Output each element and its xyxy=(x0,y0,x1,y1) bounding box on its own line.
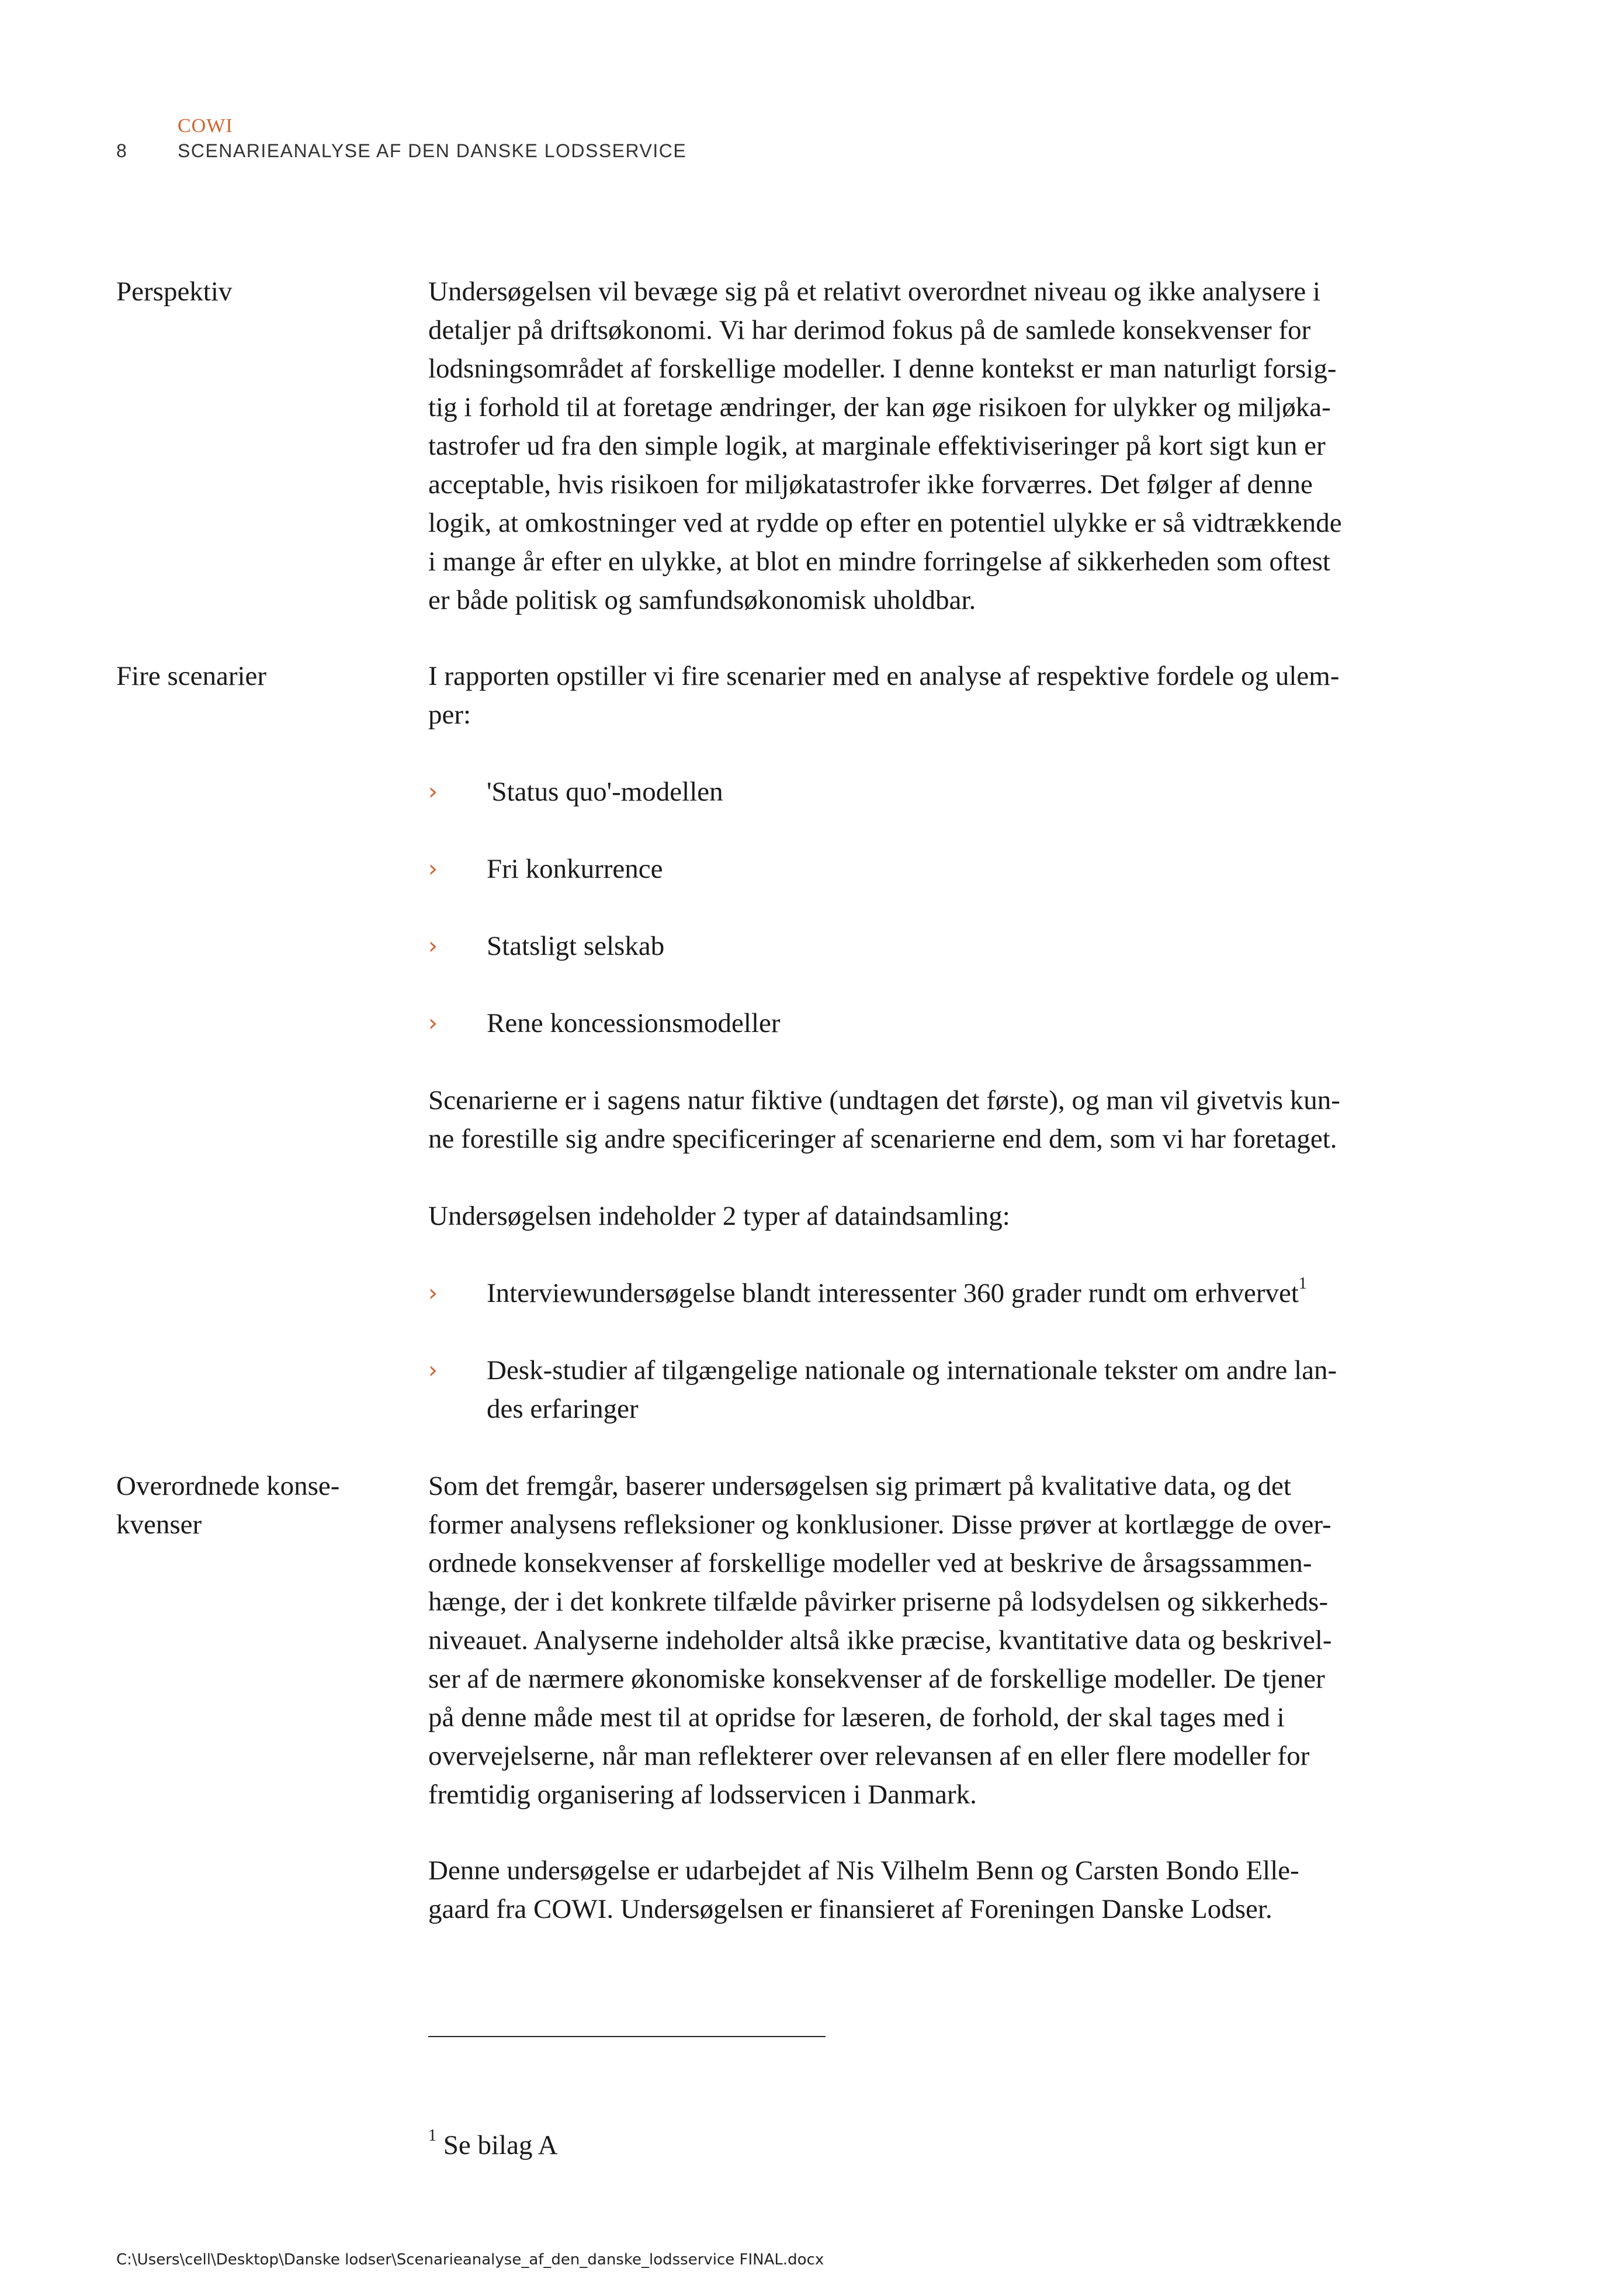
text-line: des erfaringer xyxy=(487,1394,639,1424)
chevron-right-icon: › xyxy=(428,1357,438,1384)
text-line: I rapporten opstiller vi fire scenarier med en analyse af respektive fordele og ulem- xyxy=(428,661,1340,691)
chevron-right-icon: › xyxy=(428,1010,438,1037)
paragraph-overordnede xyxy=(428,1467,1445,1814)
list-item-text-content: Interviewundersøgelse blandt interessenter 360 grader rundt om erhvervet xyxy=(487,1278,1299,1308)
paragraph-dataindsamling: Undersøgelsen indeholder 2 typer af dataindsamling: xyxy=(428,1201,1010,1231)
text-line: niveauet. Analyserne indeholder altså ikke præcise, kvantitative data og beskrivel- xyxy=(428,1625,1332,1656)
paragraph-fire-intro xyxy=(428,657,1445,734)
text-line: hænge, der i det konkrete tilfælde påvirker priserne på lodsydelsen og sikkerheds- xyxy=(428,1587,1329,1617)
text-line: fremtidig organisering af lodsservicen i Danmark. xyxy=(428,1779,977,1810)
text-line: former analysens refleksioner og konklusioner. Disse prøver at kortlægge de over- xyxy=(428,1509,1331,1540)
text-line: Undersøgelsen vil bevæge sig på et relativt overordnet niveau og ikke analysere i xyxy=(428,276,1321,307)
paragraph-scenarier-fiktive xyxy=(428,1081,1445,1158)
footnote-separator xyxy=(428,2036,826,2037)
text-line: Denne undersøgelse er udarbejdet af Nis Vilhelm Benn og Carsten Bondo Elle- xyxy=(428,1855,1299,1886)
text-line: er både politisk og samfundsøkonomisk uholdbar. xyxy=(428,585,976,615)
brand-logo: COWI xyxy=(178,115,233,137)
footnote-marker: 1 xyxy=(428,2127,436,2145)
text-line: gaard fra COWI. Undersøgelsen er finansieret af Foreningen Danske Lodser. xyxy=(428,1894,1272,1924)
list-item-text: Fri konkurrence xyxy=(487,854,663,884)
text-line: tig i forhold til at foretage ændringer, der kan øge risikoen for ulykker og miljøka- xyxy=(428,392,1331,423)
text-line: acceptable, hvis risikoen for miljøkatastrofer ikke forværres. Det følger af denne xyxy=(428,469,1313,500)
list-item-text: 'Status quo'-modellen xyxy=(487,777,723,807)
footnote-reference[interactable]: 1 xyxy=(1298,1275,1307,1293)
text-line: Scenarierne er i sagens natur fiktive (undtagen det første), og man vil givetvis kun- xyxy=(428,1085,1340,1116)
text-line: logik, at omkostninger ved at rydde op efter en potentiel ulykke er så vidtrækkende xyxy=(428,508,1342,538)
text-line: per: xyxy=(428,699,471,730)
list-item-text xyxy=(487,1274,1445,1313)
text-line: detaljer på driftsøkonomi. Vi har derimod fokus på de samlede konsekvenser for xyxy=(428,315,1311,345)
text-line: ne forestille sig andre specificeringer af scenarierne end dem, som vi har foretaget. xyxy=(428,1124,1337,1154)
list-item-text: Rene koncessionsmodeller xyxy=(487,1008,781,1038)
text-line: tastrofer ud fra den simple logik, at marginale effektiviseringer på kort sigt kun er xyxy=(428,431,1326,461)
text-line: Overordnede konse- xyxy=(116,1471,340,1501)
side-label-fire-scenarier: Fire scenarier xyxy=(116,661,267,691)
paragraph-credits xyxy=(428,1851,1445,1928)
side-label-overordnede xyxy=(116,1467,385,1544)
text-line: overvejelserne, når man reflekterer over relevansen af en eller flere modeller for xyxy=(428,1741,1310,1771)
footer-file-path: C:\Users\cell\Desktop\Danske lodser\Scenarieanalyse_af_den_danske_lodsservice FINAL.docx xyxy=(116,2251,824,2269)
list-item-text xyxy=(487,1351,1445,1428)
paragraph-perspektiv xyxy=(428,272,1445,619)
chevron-right-icon: › xyxy=(428,933,438,960)
text-line: på denne måde mest til at opridse for læseren, de forhold, der skal tages med i xyxy=(428,1702,1285,1733)
text-line: i mange år efter en ulykke, at blot en mindre forringelse af sikkerheden som oftest xyxy=(428,546,1330,577)
footnote-text: Se bilag A xyxy=(443,2130,558,2160)
chevron-right-icon: › xyxy=(428,778,438,805)
text-line: Som det fremgår, baserer undersøgelsen sig primært på kvalitative data, og det xyxy=(428,1471,1291,1501)
side-label-perspektiv: Perspektiv xyxy=(116,276,233,307)
chevron-right-icon: › xyxy=(428,856,438,882)
text-line: ordnede konsekvenser af forskellige modeller ved at beskrive de årsagssammen- xyxy=(428,1548,1312,1578)
text-line: lodsningsområdet af forskellige modeller. I denne kontekst er man naturligt forsig- xyxy=(428,354,1337,384)
page-number: 8 xyxy=(116,140,127,161)
chevron-right-icon: › xyxy=(428,1280,438,1307)
text-line: ser af de nærmere økonomiske konsekvenser af de forskellige modeller. De tjener xyxy=(428,1664,1325,1694)
running-header-title: SCENARIEANALYSE AF DEN DANSKE LODSSERVICE xyxy=(178,140,687,161)
text-line: Desk-studier af tilgængelige nationale og internationale tekster om andre lan- xyxy=(487,1355,1337,1386)
footnote xyxy=(428,2126,558,2165)
list-item-text: Statsligt selskab xyxy=(487,931,665,961)
text-line: kvenser xyxy=(116,1509,202,1540)
